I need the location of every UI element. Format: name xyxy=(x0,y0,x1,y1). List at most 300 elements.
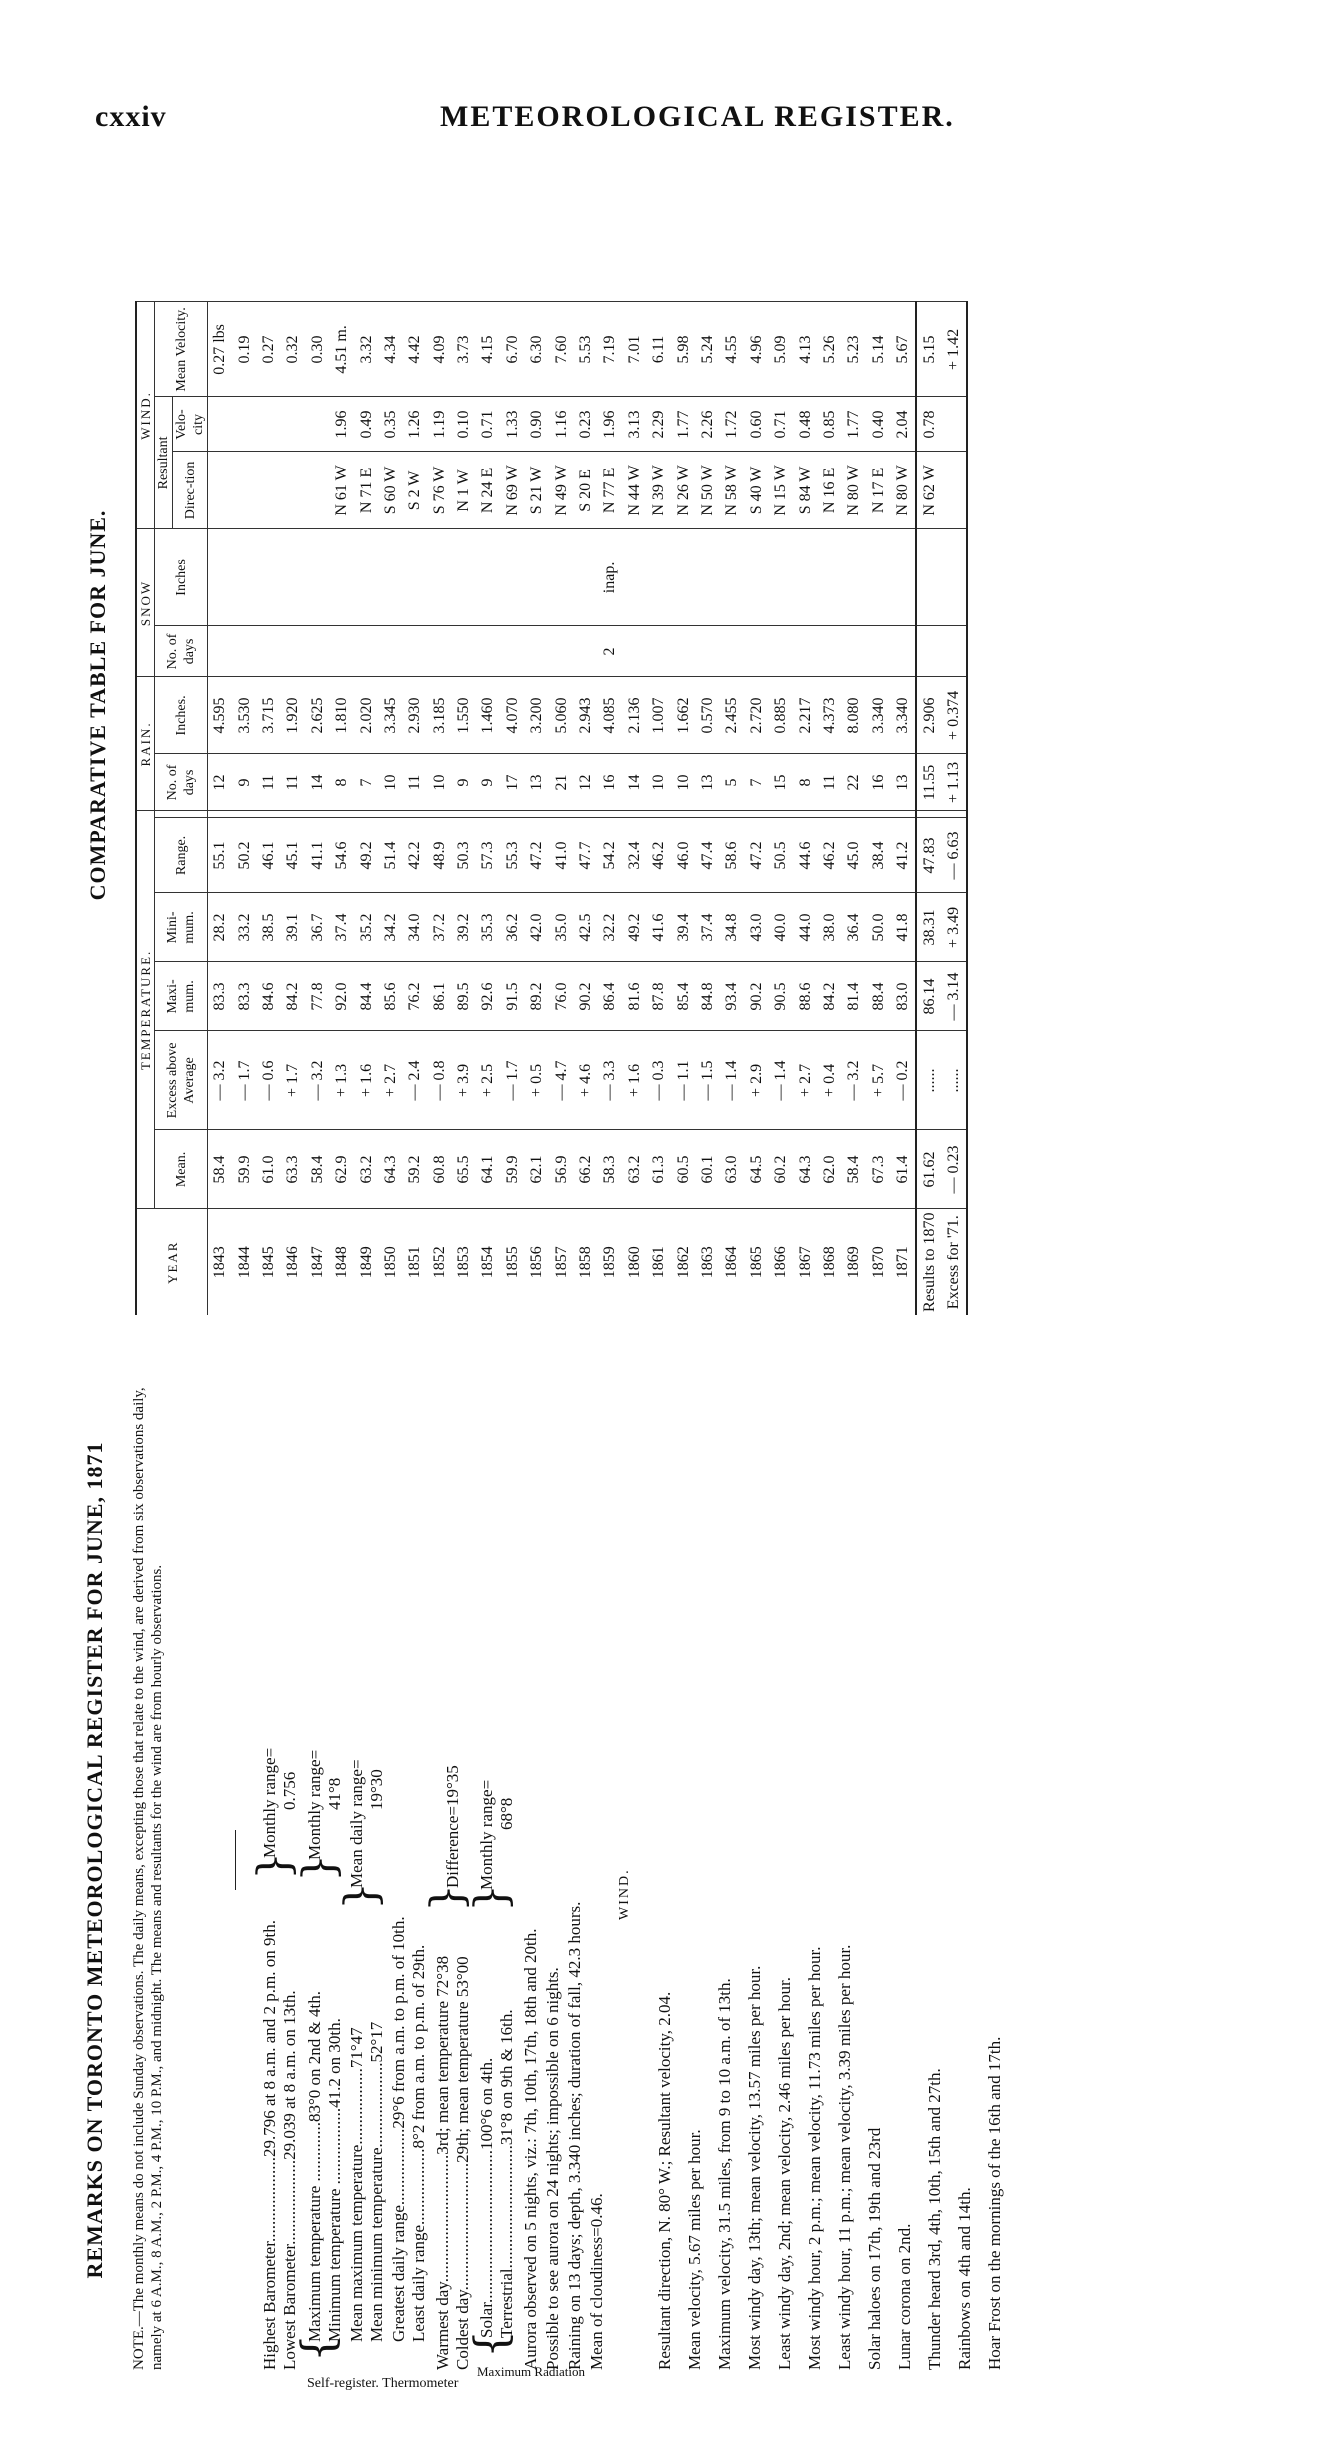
cell-max: 83.0 xyxy=(891,962,916,1031)
wind-remark-line: Lunar corona on 2nd. xyxy=(895,2223,914,2370)
cell-sdays xyxy=(330,626,354,677)
col-rain-inches: Inches. xyxy=(155,677,208,754)
cell-range: 44.6 xyxy=(793,818,817,893)
cell-excess: — 2.4 xyxy=(403,1031,427,1130)
cell-rdays: 11 xyxy=(818,754,842,811)
cell-dir: N 26 W xyxy=(671,452,695,529)
cell-year: 1852 xyxy=(430,1246,448,1279)
table-row xyxy=(476,302,500,1315)
remarks-section xyxy=(82,1350,1255,2391)
cell-excess: — 1.1 xyxy=(671,1031,695,1130)
cell-excess: + 5.7 xyxy=(867,1031,891,1130)
cell-mean: 64.3 xyxy=(793,1130,817,1209)
cell-dir xyxy=(306,452,330,529)
cell-range: 47.2 xyxy=(525,818,549,893)
cell-vel: 1.33 xyxy=(501,397,525,452)
col-mean-velocity: Mean Velocity. xyxy=(155,302,208,397)
cell-max: 87.8 xyxy=(647,962,671,1031)
cell-dir xyxy=(942,452,967,529)
cell-range: 57.3 xyxy=(476,818,500,893)
table-row xyxy=(793,302,817,1315)
max-temperature: Maximum temperature ..............83°0 on 2nd & 4th. xyxy=(305,1991,324,2342)
cell-mvel: 5.53 xyxy=(574,302,598,397)
cell-min: 35.2 xyxy=(354,893,378,962)
cell-min: 40.0 xyxy=(769,893,793,962)
cell-dir: N 50 W xyxy=(696,452,720,529)
wind-heading: WIND. xyxy=(617,1868,632,1920)
cell-rin: 1.662 xyxy=(671,677,695,754)
table-row xyxy=(549,302,573,1315)
cell-mean: 64.1 xyxy=(476,1130,500,1209)
col-snow-days: No. of days xyxy=(155,626,208,677)
cell-range: 49.2 xyxy=(354,818,378,893)
cell-max: 85.6 xyxy=(379,962,403,1031)
terrestrial-radiation: Terrestrial.............................31°8 on 9th & 16th. xyxy=(497,2009,516,2338)
cell-sin xyxy=(891,529,916,626)
cell-dir: N 69 W xyxy=(501,452,525,529)
cell-dir: N 49 W xyxy=(549,452,573,529)
col-range: Range. xyxy=(155,818,208,893)
cell-max: 83.3 xyxy=(232,962,256,1031)
cell-min: 37.4 xyxy=(696,893,720,962)
cell-vel: 0.78 xyxy=(916,397,941,452)
cell-rin: 3.340 xyxy=(867,677,891,754)
cell-vel xyxy=(942,397,967,452)
cell-year: 1861 xyxy=(650,1246,668,1279)
cell-vel: 0.49 xyxy=(354,397,378,452)
cell-rdays: 7 xyxy=(354,754,378,811)
table-row xyxy=(745,302,769,1315)
cell-year: 1857 xyxy=(552,1246,570,1279)
cell-mvel: 4.09 xyxy=(428,302,452,397)
cell-sdays xyxy=(647,626,671,677)
brace: } xyxy=(249,1852,300,1880)
table-row xyxy=(818,302,842,1315)
cell-rdays: 5 xyxy=(720,754,744,811)
cell-vel xyxy=(208,397,233,452)
cell-sdays xyxy=(208,626,233,677)
cell-year: Excess for '71. xyxy=(944,1215,962,1310)
cell-excess: + 4.6 xyxy=(574,1031,598,1130)
cell-range: 46.1 xyxy=(257,818,281,893)
cell-sdays xyxy=(403,626,427,677)
mean-daily-range-label: Mean daily range= xyxy=(347,1759,366,1888)
table-row xyxy=(330,302,354,1315)
wind-remark-line: Thunder heard 3rd, 4th, 10th, 15th and 27th. xyxy=(925,2068,944,2370)
cell-sin xyxy=(452,529,476,626)
table-row xyxy=(842,302,866,1315)
remarks-note: NOTE.—The monthly means do not include Sunday observations. The daily means, excepting those that relate to the wind, are derived from six observations daily, namely at 6 A.M., 8 A.M., 2 P.M., 4 P.M., 10 P.M., and midnight. The means and resultants for the wind are from hourly observations. xyxy=(131,1387,165,2370)
cell-max: 84.2 xyxy=(818,962,842,1031)
cell-mean: 67.3 xyxy=(867,1130,891,1209)
cell-dir: N 39 W xyxy=(647,452,671,529)
cell-mvel: 5.26 xyxy=(818,302,842,397)
cell-sin xyxy=(232,529,256,626)
table-row xyxy=(574,302,598,1315)
radiation-label: Maximum Radiation xyxy=(477,2364,585,2379)
cell-max: 90.5 xyxy=(769,962,793,1031)
cell-sin xyxy=(574,529,598,626)
comparative-table-body xyxy=(208,302,968,1315)
cell-dir: N 61 W xyxy=(330,452,354,529)
group-wind: WIND. xyxy=(136,302,155,529)
wind-remark-line: Maximum velocity, 31.5 miles, from 9 to 10 a.m. of 13th. xyxy=(715,1978,734,2370)
cell-range: 47.7 xyxy=(574,818,598,893)
cell-dir: N 80 W xyxy=(891,452,916,529)
cell-rdays: 14 xyxy=(306,754,330,811)
cell-sin xyxy=(208,529,233,626)
cell-rin: 2.720 xyxy=(745,677,769,754)
cell-rdays: + 1.13 xyxy=(942,754,967,811)
cell-rin: 2.020 xyxy=(354,677,378,754)
cell-rdays: 12 xyxy=(574,754,598,811)
comparative-table-section xyxy=(85,95,1255,1315)
cell-range: 45.0 xyxy=(842,818,866,893)
cell-dir: N 1 W xyxy=(452,452,476,529)
cell-rdays: 9 xyxy=(476,754,500,811)
cell-year: 1870 xyxy=(869,1246,887,1279)
cell-excess: + 0.5 xyxy=(525,1031,549,1130)
cell-year: 1856 xyxy=(528,1246,546,1279)
excess-row xyxy=(942,302,967,1315)
cell-excess: — 0.6 xyxy=(257,1031,281,1130)
cell-min: 50.0 xyxy=(867,893,891,962)
cell-sin xyxy=(842,529,866,626)
cell-min: 28.2 xyxy=(208,893,233,962)
cell-rin: 4.373 xyxy=(818,677,842,754)
cell-rin: 2.943 xyxy=(574,677,598,754)
cell-sdays: 2 xyxy=(598,626,622,677)
table-row xyxy=(671,302,695,1315)
cell-sin xyxy=(671,529,695,626)
cell-max: 93.4 xyxy=(720,962,744,1031)
cell-mvel: 7.19 xyxy=(598,302,622,397)
cell-max: 81.4 xyxy=(842,962,866,1031)
cell-mvel: 4.15 xyxy=(476,302,500,397)
cell-sdays xyxy=(942,626,967,677)
cell-sdays xyxy=(257,626,281,677)
cell-mvel: 7.60 xyxy=(549,302,573,397)
cell-sdays xyxy=(720,626,744,677)
cell-year: 1845 xyxy=(259,1246,277,1279)
cell-rin: 2.625 xyxy=(306,677,330,754)
cell-excess: + 2.7 xyxy=(793,1031,817,1130)
cell-max: 85.4 xyxy=(671,962,695,1031)
cell-dir xyxy=(257,452,281,529)
cell-year: 1855 xyxy=(503,1246,521,1279)
brace: { xyxy=(293,2334,344,2362)
wind-remark-line: Resultant direction, N. 80° W.; Resultant velocity, 2.04. xyxy=(655,1991,674,2370)
cell-mean: 61.4 xyxy=(891,1130,916,1209)
cell-min: 42.5 xyxy=(574,893,598,962)
cell-rdays: 13 xyxy=(696,754,720,811)
cell-sin xyxy=(745,529,769,626)
cell-min: 36.2 xyxy=(501,893,525,962)
cell-sin xyxy=(257,529,281,626)
cell-mean: 62.9 xyxy=(330,1130,354,1209)
raining-days: Raining on 13 days; depth, 3.340 inches; duration of fall, 42.3 hours. xyxy=(565,1901,584,2370)
table-row xyxy=(647,302,671,1315)
cell-min: 35.3 xyxy=(476,893,500,962)
rotated-content xyxy=(75,80,1265,2391)
cell-min: 39.4 xyxy=(671,893,695,962)
cell-rin: 1.920 xyxy=(281,677,305,754)
cell-excess: — 4.7 xyxy=(549,1031,573,1130)
highest-barometer: Highest Barometer....................29.796 at 8 a.m. and 2 p.m. on 9th. xyxy=(260,1920,279,2370)
cell-year: 1844 xyxy=(235,1246,253,1279)
cell-rdays: 7 xyxy=(745,754,769,811)
cell-rin: 4.070 xyxy=(501,677,525,754)
cell-excess: — 1.7 xyxy=(501,1031,525,1130)
cell-excess: — 3.3 xyxy=(598,1031,622,1130)
cell-rdays: 16 xyxy=(867,754,891,811)
greatest-daily-range: Greatest daily range..................29°6 from a.m. to p.m. of 10th. xyxy=(389,1916,408,2342)
cell-mvel: 0.19 xyxy=(232,302,256,397)
cell-rin: 5.060 xyxy=(549,677,573,754)
cell-sdays xyxy=(671,626,695,677)
cell-rin: 2.136 xyxy=(623,677,647,754)
cell-rdays: 11 xyxy=(257,754,281,811)
cell-rdays: 15 xyxy=(769,754,793,811)
cell-excess: — 0.8 xyxy=(428,1031,452,1130)
page-number: cxxiv xyxy=(95,100,167,133)
cell-min: 37.4 xyxy=(330,893,354,962)
cell-mvel: 0.32 xyxy=(281,302,305,397)
cell-vel xyxy=(306,397,330,452)
cell-excess: + 2.5 xyxy=(476,1031,500,1130)
brace: } xyxy=(336,1882,387,1910)
cell-sdays xyxy=(281,626,305,677)
cell-vel: 0.35 xyxy=(379,397,403,452)
cell-sdays xyxy=(549,626,573,677)
brace: } xyxy=(466,1884,517,1912)
radiation-range-value: 68°8 xyxy=(497,1797,516,1830)
cell-mvel: 6.11 xyxy=(647,302,671,397)
cell-sdays xyxy=(354,626,378,677)
cell-rdays: 8 xyxy=(330,754,354,811)
table-row xyxy=(720,302,744,1315)
cell-range: 50.2 xyxy=(232,818,256,893)
cell-mvel: 4.96 xyxy=(745,302,769,397)
cell-rin: 4.085 xyxy=(598,677,622,754)
cell-mean: — 0.23 xyxy=(942,1130,967,1209)
cell-mean: 63.3 xyxy=(281,1130,305,1209)
group-snow: SNOW xyxy=(136,529,155,677)
cell-range: 50.3 xyxy=(452,818,476,893)
cell-mean: 62.1 xyxy=(525,1130,549,1209)
cell-mvel: 5.24 xyxy=(696,302,720,397)
cell-dir: N 24 E xyxy=(476,452,500,529)
cell-sin xyxy=(696,529,720,626)
cell-sdays xyxy=(428,626,452,677)
table-row xyxy=(452,302,476,1315)
cell-range: 45.1 xyxy=(281,818,305,893)
col-snow-inches: Inches xyxy=(155,529,208,626)
cell-min: 34.2 xyxy=(379,893,403,962)
cell-mean: 61.3 xyxy=(647,1130,671,1209)
cell-mvel: + 1.42 xyxy=(942,302,967,397)
col-direction: Direc-tion xyxy=(173,452,208,529)
wind-remark-line: Rainbows on 4th and 14th. xyxy=(955,2187,974,2370)
cell-year: 1871 xyxy=(894,1246,912,1279)
wind-remark-line: Solar haloes on 17th, 19th and 23rd xyxy=(865,2127,884,2370)
cell-rdays: 17 xyxy=(501,754,525,811)
cell-vel: 2.29 xyxy=(647,397,671,452)
cell-vel: 0.71 xyxy=(476,397,500,452)
table-row xyxy=(306,302,330,1315)
cell-excess: ...... xyxy=(916,1031,941,1130)
wind-remark-line: Least windy day, 2nd; mean velocity, 2.46 miles per hour. xyxy=(775,1977,794,2370)
cell-mean: 58.4 xyxy=(306,1130,330,1209)
table-row xyxy=(696,302,720,1315)
cell-sin xyxy=(942,529,967,626)
wind-remark-line: Mean velocity, 5.67 miles per hour. xyxy=(685,2129,704,2370)
group-temperature: TEMPERATURE. xyxy=(136,811,155,1209)
cell-mvel: 4.55 xyxy=(720,302,744,397)
cell-mvel: 5.98 xyxy=(671,302,695,397)
cell-mvel: 3.73 xyxy=(452,302,476,397)
comparative-title: COMPARATIVE TABLE FOR JUNE. xyxy=(85,509,110,901)
table-row xyxy=(867,302,891,1315)
cell-sin xyxy=(306,529,330,626)
cell-year: 1850 xyxy=(381,1246,399,1279)
cell-max: 84.2 xyxy=(281,962,305,1031)
col-excess: Excess above Average xyxy=(155,1031,208,1130)
cell-sdays xyxy=(769,626,793,677)
cell-sdays xyxy=(476,626,500,677)
cell-rdays: 14 xyxy=(623,754,647,811)
cell-rdays: 10 xyxy=(428,754,452,811)
mean-daily-range-value: 19°30 xyxy=(367,1769,386,1810)
cell-mean: 61.0 xyxy=(257,1130,281,1209)
cell-vel: 2.04 xyxy=(891,397,916,452)
cell-vel: 1.96 xyxy=(330,397,354,452)
cell-mean: 58.4 xyxy=(208,1130,233,1209)
cell-excess: — 1.4 xyxy=(769,1031,793,1130)
cell-rin: 1.810 xyxy=(330,677,354,754)
cell-rdays: 9 xyxy=(452,754,476,811)
cell-range: 32.4 xyxy=(623,818,647,893)
cell-rin: 2.906 xyxy=(916,677,941,754)
col-resultant: Resultant xyxy=(155,397,173,529)
cell-min: 39.2 xyxy=(452,893,476,962)
table-row xyxy=(891,302,916,1315)
coldest-day: Coldest day..............................29th; mean temperature 53°00 xyxy=(453,1956,472,2370)
cell-range: 47.4 xyxy=(696,818,720,893)
cell-excess: + 1.6 xyxy=(354,1031,378,1130)
group-rain: RAIN. xyxy=(136,677,155,811)
cell-rin: 3.185 xyxy=(428,677,452,754)
cell-vel: 1.19 xyxy=(428,397,452,452)
cell-max: 77.8 xyxy=(306,962,330,1031)
cell-min: 34.8 xyxy=(720,893,744,962)
cell-mean: 63.2 xyxy=(623,1130,647,1209)
cell-vel xyxy=(232,397,256,452)
running-title: METEOROLOGICAL REGISTER. xyxy=(440,100,955,133)
cell-max: 81.6 xyxy=(623,962,647,1031)
cell-rin: 3.345 xyxy=(379,677,403,754)
cell-sdays xyxy=(818,626,842,677)
cell-dir: N 80 W xyxy=(842,452,866,529)
cell-year: 1843 xyxy=(211,1246,229,1279)
cell-rdays: 11 xyxy=(403,754,427,811)
cell-mvel: 3.32 xyxy=(354,302,378,397)
cell-rin: 1.460 xyxy=(476,677,500,754)
cell-dir: N 17 E xyxy=(867,452,891,529)
cell-min: 36.4 xyxy=(842,893,866,962)
mean-cloudiness: Mean of cloudiness=0.46. xyxy=(587,2193,606,2370)
cell-mean: 63.2 xyxy=(354,1130,378,1209)
table-row xyxy=(354,302,378,1315)
brace: } xyxy=(294,1854,345,1882)
cell-dir: S 40 W xyxy=(745,452,769,529)
table-row xyxy=(208,302,233,1315)
possible-aurora: Possible to see aurora on 24 nights; impossible on 6 nights. xyxy=(543,1967,562,2370)
wind-remark-line: Most windy day, 13th; mean velocity, 13.57 miles per hour. xyxy=(745,1965,764,2370)
cell-mean: 59.9 xyxy=(232,1130,256,1209)
cell-mean: 66.2 xyxy=(574,1130,598,1209)
cell-max: 84.8 xyxy=(696,962,720,1031)
cell-dir: N 16 E xyxy=(818,452,842,529)
cell-excess: + 3.9 xyxy=(452,1031,476,1130)
table-row xyxy=(379,302,403,1315)
min-temperature: Minimum temperature ..................41.2 on 30th. xyxy=(325,2018,344,2342)
cell-sin: inap. xyxy=(598,529,622,626)
cell-rin: 3.715 xyxy=(257,677,281,754)
cell-rin: + 0.374 xyxy=(942,677,967,754)
cell-year: 1858 xyxy=(577,1246,595,1279)
cell-range: 46.0 xyxy=(671,818,695,893)
cell-min: 38.5 xyxy=(257,893,281,962)
cell-vel: 0.40 xyxy=(867,397,891,452)
mean-max-temperature: Mean maximum temperature..................71°47 xyxy=(347,2027,366,2342)
col-year: YEAR xyxy=(136,1209,208,1315)
cell-rdays: 9 xyxy=(232,754,256,811)
cell-max: 86.1 xyxy=(428,962,452,1031)
cell-excess: + 1.7 xyxy=(281,1031,305,1130)
cell-rdays: 16 xyxy=(598,754,622,811)
warmest-day: Warmest day..............................3rd; mean temperature 72°38 xyxy=(433,1955,452,2370)
cell-year: 1859 xyxy=(601,1246,619,1279)
cell-sin xyxy=(525,529,549,626)
cell-max: 89.2 xyxy=(525,962,549,1031)
cell-mvel: 7.01 xyxy=(623,302,647,397)
cell-mean: 64.3 xyxy=(379,1130,403,1209)
cell-year: 1854 xyxy=(479,1246,497,1279)
cell-rdays: 12 xyxy=(208,754,233,811)
cell-year: 1865 xyxy=(747,1246,765,1279)
cell-min: 49.2 xyxy=(623,893,647,962)
cell-vel: 1.96 xyxy=(598,397,622,452)
cell-max: 90.2 xyxy=(745,962,769,1031)
cell-year: 1869 xyxy=(845,1246,863,1279)
cell-range: 41.1 xyxy=(306,818,330,893)
cell-max: 88.4 xyxy=(867,962,891,1031)
cell-sin xyxy=(769,529,793,626)
cell-excess: — 3.2 xyxy=(306,1031,330,1130)
cell-mvel: 5.23 xyxy=(842,302,866,397)
cell-range: 55.3 xyxy=(501,818,525,893)
cell-dir: S 20 E xyxy=(574,452,598,529)
cell-rdays: 10 xyxy=(671,754,695,811)
cell-sdays xyxy=(842,626,866,677)
cell-min: 38.0 xyxy=(818,893,842,962)
cell-vel: 0.60 xyxy=(745,397,769,452)
cell-min: 32.2 xyxy=(598,893,622,962)
cell-mean: 60.2 xyxy=(769,1130,793,1209)
cell-mean: 61.62 xyxy=(916,1130,941,1209)
cell-vel: 3.13 xyxy=(623,397,647,452)
